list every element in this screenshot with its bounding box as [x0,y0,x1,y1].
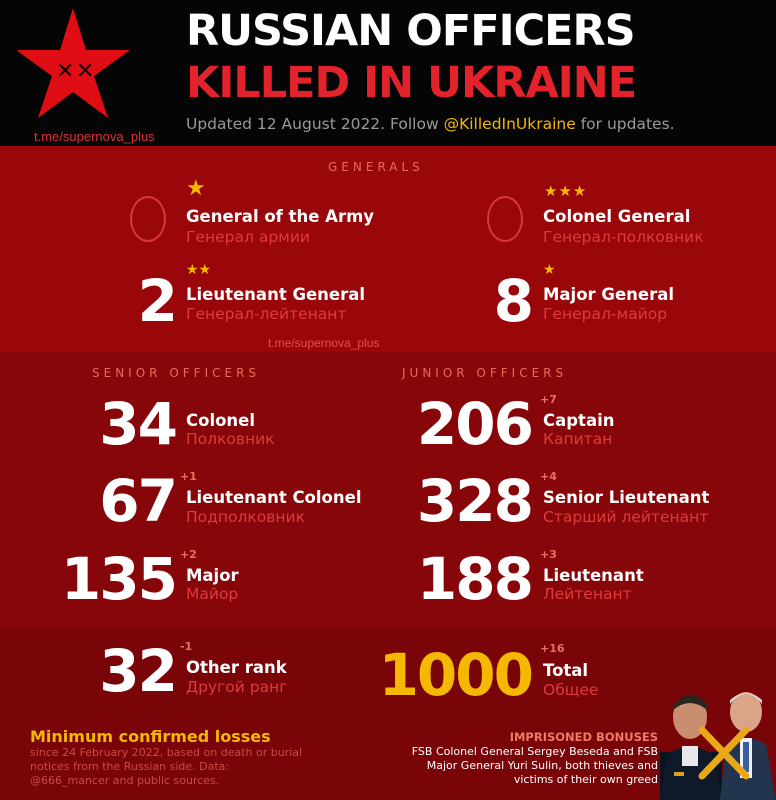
count-lieutenant-colonel: 67 [99,467,176,535]
count-lieutenant-general: 2 [137,267,176,335]
title-line-2: KILLED IN UKRAINE [186,58,637,108]
svg-text:✕: ✕ [76,59,95,84]
red-star-logo-icon [18,6,148,136]
count-lieutenant: 188 [416,545,532,613]
zero-count-ring [130,196,166,242]
rank-other-ru: Другой ранг [186,678,288,696]
star-icon: ★ [186,176,206,201]
rank-senior-lieutenant: Senior Lieutenant [543,488,710,507]
rank-captain-ru: Капитан [543,430,613,448]
count-colonel: 34 [99,390,176,458]
rank-lieutenant-general: Lieutenant General [186,285,366,304]
updated-note [186,115,776,133]
updated-prefix: Updated 12 August 2022. Follow [186,115,444,133]
min-losses-title: Minimum confirmed losses [30,727,271,746]
delta-badge: -1 [180,640,193,653]
rank-lieutenant: Lieutenant [543,566,644,585]
generals-heading: GENERALS [328,160,424,174]
logo-watermark: t.me/supernova_plus [34,129,155,144]
rank-general-of-the-army-ru: Генерал армии [186,228,311,246]
delta-badge: +16 [540,642,565,655]
count-total: 1000 [378,641,532,709]
rank-lieutenant-ru: Лейтенант [543,585,632,603]
rank-major-general: Major General [543,285,675,304]
two-stars-icon: ★★ [186,262,212,278]
twitter-handle-link[interactable]: @KilledInUkraine [443,115,576,133]
rank-other: Other rank [186,658,287,677]
imprisoned-officers-photo [660,682,776,800]
rank-major: Major [186,566,239,585]
title-line-1: RUSSIAN OFFICERS [186,6,635,56]
total-label-ru: Общее [543,681,599,699]
watermark: t.me/supernova_plus [268,336,380,350]
rank-lieutenant-colonel-ru: Подполковник [186,508,305,526]
rank-major-ru: Майор [186,585,239,603]
count-captain: 206 [416,390,532,458]
delta-badge: +1 [180,470,197,483]
updated-suffix: for updates. [575,115,675,133]
zero-count-ring [487,196,523,242]
rank-major-general-ru: Генерал-майор [543,305,668,323]
rank-colonel-general-ru: Генерал-полковник [543,228,704,246]
total-label: Total [543,661,589,680]
count-major: 135 [60,545,176,613]
rank-general-of-the-army: General of the Army [186,207,375,226]
imprisoned-title: IMPRISONED BONUSES [509,730,658,744]
rank-senior-lieutenant-ru: Старший лейтенант [543,508,709,526]
count-major-general: 8 [493,267,532,335]
junior-officers-heading: JUNIOR OFFICERS [402,366,568,380]
three-stars-icon: ★★★ [544,182,588,200]
delta-badge: +3 [540,548,557,561]
min-losses-text: since 24 February 2022, based on death or burial notices from the Russian side. Data: @666_mancer and public sources. [30,746,303,787]
rank-colonel-general: Colonel General [543,207,691,226]
rank-captain: Captain [543,411,615,430]
rank-lieutenant-general-ru: Генерал-лейтенант [186,305,347,323]
rank-colonel-ru: Полковник [186,430,275,448]
header [0,0,776,146]
rank-colonel: Colonel [186,411,256,430]
star-icon: ★ [543,262,556,278]
delta-badge: +7 [540,393,557,406]
rank-lieutenant-colonel: Lieutenant Colonel [186,488,362,507]
senior-officers-heading: SENIOR OFFICERS [92,366,261,380]
imprisoned-text: FSB Colonel General Sergey Beseda and FSB Major General Yuri Sulin, both thieves and victims of their own greed [411,745,658,786]
delta-badge: +2 [180,548,197,561]
count-senior-lieutenant: 328 [416,467,532,535]
svg-text:✕: ✕ [56,59,75,84]
count-other-rank: 32 [99,637,176,705]
delta-badge: +4 [540,470,557,483]
